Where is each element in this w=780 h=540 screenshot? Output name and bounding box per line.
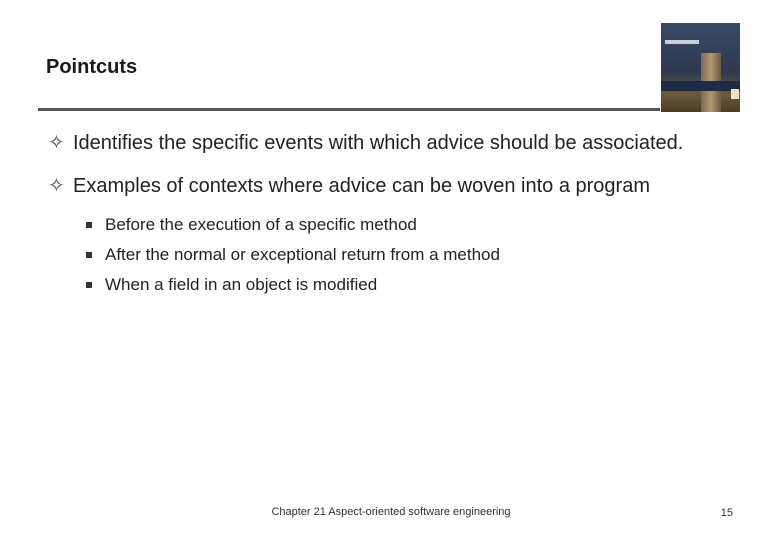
star-bullet-icon: ✧ <box>48 132 65 154</box>
sub-bullet-text: After the normal or exceptional return from a method <box>105 245 500 264</box>
title-divider <box>38 108 660 111</box>
bullet-item <box>48 173 708 200</box>
bullet-text: Identifies the specific events with which advice should be associated. <box>73 132 684 154</box>
sub-bullet-text: Before the execution of a specific method <box>105 215 417 234</box>
star-bullet-icon: ✧ <box>48 175 65 197</box>
sub-bullet-item <box>84 240 708 270</box>
sub-bullet-text: When a field in an object is modified <box>105 275 378 294</box>
page-number: 15 <box>720 507 733 519</box>
sub-bullet-list <box>84 210 708 300</box>
bullet-item <box>48 130 708 157</box>
bullet-list <box>48 130 708 300</box>
book-cover-image <box>661 23 740 112</box>
square-bullet-icon <box>86 252 92 258</box>
slide-title: Pointcuts <box>46 56 138 78</box>
bullet-text: Examples of contexts where advice can be woven into a program <box>73 175 650 197</box>
square-bullet-icon <box>86 222 92 228</box>
slide-footer: Chapter 21 Aspect-oriented software engineering <box>271 506 511 518</box>
square-bullet-icon <box>86 282 92 288</box>
sub-bullet-item <box>84 270 708 300</box>
sub-bullet-item <box>84 210 708 240</box>
